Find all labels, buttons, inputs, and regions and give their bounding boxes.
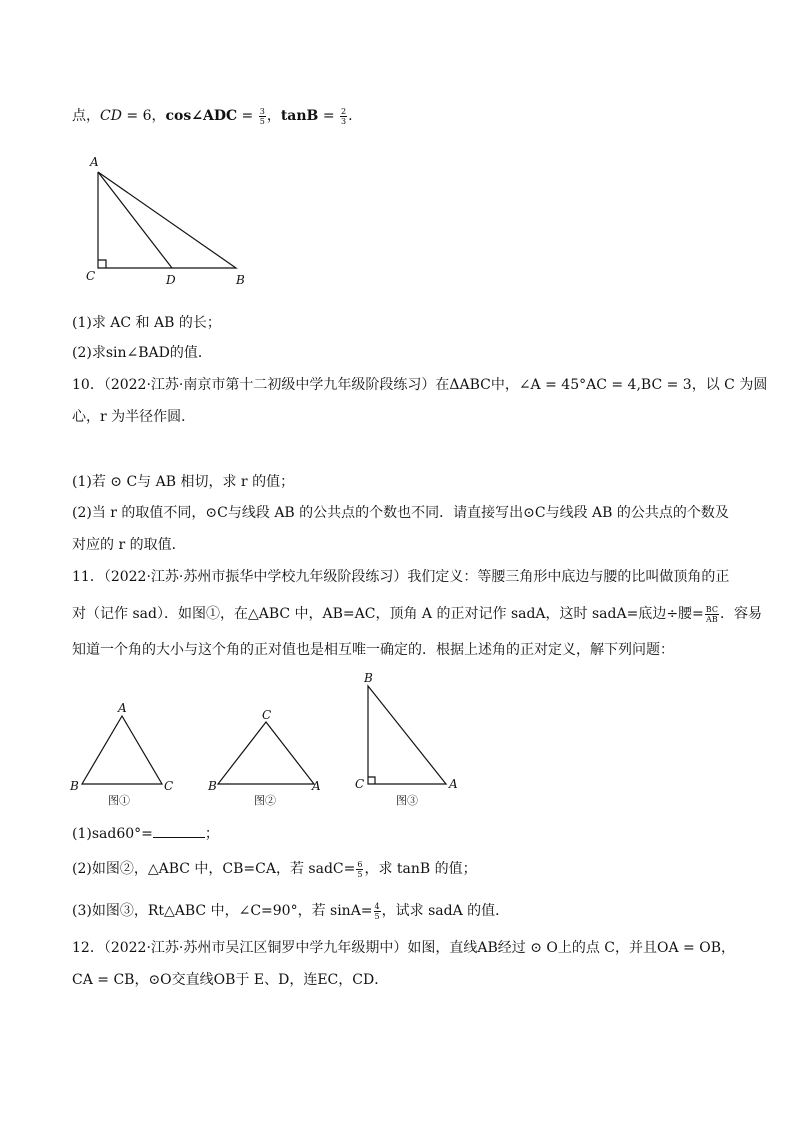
q10-part2-cont: 对应的 r 的取值．	[72, 537, 186, 553]
q9-part1: (1)求 AC 和 AB 的长；	[72, 315, 221, 331]
cd-label: CD	[100, 108, 122, 124]
sin-a-fraction: $\frac{4}{5}$	[374, 901, 380, 921]
vertex-b-label: B	[236, 273, 245, 287]
segment-ad	[98, 172, 172, 268]
sad-c-fraction: $\frac{6}{5}$	[357, 859, 363, 879]
triangle-3	[368, 686, 446, 784]
fig3-label-b: B	[364, 671, 373, 685]
fig2-label-b: B	[208, 779, 217, 793]
fig3-label-a: A	[449, 777, 458, 791]
triangle-1	[82, 716, 162, 784]
q11-stem-line1: 11．（2022·江苏·苏州市振华中学校九年级阶段练习）我们定义：等腰三角形中底边与腰的比叫做顶角的正	[72, 569, 730, 585]
fig3-label-c: C	[355, 777, 365, 791]
tan-label: tanB	[280, 108, 319, 124]
figure-1-equilateral-triangle	[70, 700, 190, 810]
vertex-a-label: A	[90, 155, 99, 169]
tan-fraction: $\frac{2}{3}$	[341, 106, 347, 126]
q12-stem-line2: CA = CB，⊙O交直线OB于 E、D，连EC，CD．	[72, 972, 389, 988]
fig1-label-c: C	[164, 779, 174, 793]
q11-stem-line2: 对（记作 sad）．如图①，在△ABC 中，AB=AC，顶角 A 的正对记作 sadA，这时 sadA=底边÷腰= $\frac{BC}{AB}$ ．容易	[72, 604, 762, 624]
q10-stem-line1: 10．（2022·江苏·南京市第十二初级中学九年级阶段练习）在ΔABC中，∠A = 45°AC = 4,BC = 3，以 C 为圆	[72, 377, 768, 393]
triangle-acdb-figure	[80, 152, 260, 292]
q12-stem-line1: 12．（2022·江苏·苏州市吴江区铜罗中学九年级期中）如图，直线AB经过 ⊙ O上的点 C，并且OA = OB，	[72, 940, 735, 956]
point-d-label: D	[166, 273, 176, 287]
q11-part3: (3)如图③，Rt△ABC 中，∠C=90°，若 sinA= $\frac{4}{5}$ ，试求 sadA 的值．	[72, 901, 510, 921]
q10-part1: (1)若 ⊙ C与 AB 相切，求 r 的值；	[72, 474, 295, 490]
right-angle-mark	[98, 260, 106, 268]
intro-line: 点，CD = 6，cos∠ADC = $\frac{3}{5}$ ，tanB = $\frac{2}{3}$ .	[72, 106, 353, 126]
figure-3-right-triangle	[352, 670, 472, 810]
fig1-label-b: B	[70, 779, 79, 793]
fig3-caption: 图③	[396, 794, 418, 807]
q11-part1: (1)sad60°= ；	[72, 823, 219, 844]
figure-2-isosceles-triangle	[206, 706, 336, 810]
q10-part2: (2)当 r 的取值不同，⊙C与线段 AB 的公共点的个数也不同．请直接写出⊙C与线段 AB 的公共点的个数及	[72, 505, 729, 521]
fig2-label-a: A	[312, 779, 321, 793]
bc-ab-fraction: $\frac{BC}{AB}$	[705, 604, 718, 624]
triangle-2	[218, 722, 314, 784]
q9-part2: (2)求sin∠BAD的值．	[72, 345, 212, 361]
fig2-label-c: C	[262, 708, 272, 722]
cos-label: cos∠ADC	[165, 108, 238, 124]
answer-blank[interactable]	[153, 823, 205, 838]
cos-fraction: $\frac{3}{5}$	[259, 106, 265, 126]
q11-part2: (2)如图②，△ABC 中，CB=CA，若 sadC= $\frac{6}{5}$ ，求 tanB 的值；	[72, 859, 477, 879]
q11-stem-line3: 知道一个角的大小与这个角的正对值也是相互唯一确定的．根据上述角的正对定义，解下列问题：	[72, 642, 674, 658]
fig1-label-a: A	[118, 701, 127, 715]
vertex-c-label: C	[86, 269, 96, 283]
fig1-caption: 图①	[108, 794, 130, 807]
q10-stem-line2: 心，r 为半径作圆．	[72, 409, 196, 425]
triangle-outline	[98, 172, 236, 268]
fig3-right-angle-mark	[368, 777, 375, 784]
fig2-caption: 图②	[254, 794, 276, 807]
